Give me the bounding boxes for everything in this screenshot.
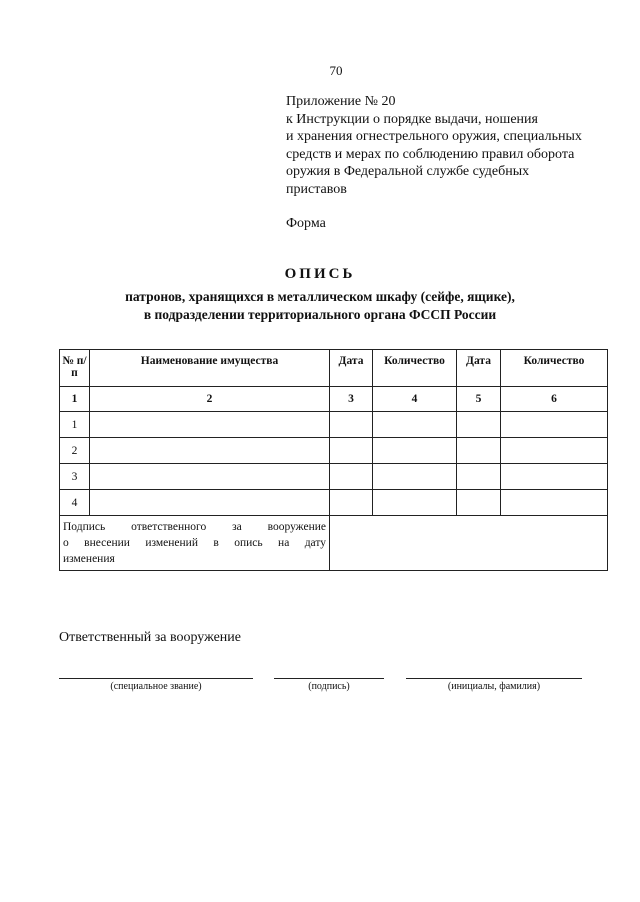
table-cell — [501, 464, 608, 490]
table-row — [60, 490, 608, 516]
table-cell — [373, 490, 457, 516]
table-cell — [457, 438, 501, 464]
table-cell — [90, 490, 330, 516]
appendix-line: и хранения огнестрельного оружия, специальных — [286, 129, 582, 144]
header-date: Дата — [330, 350, 373, 387]
signature-line — [274, 678, 384, 679]
page-number: 70 — [329, 63, 343, 78]
column-number: 5 — [457, 387, 501, 412]
table-cell — [90, 438, 330, 464]
table-row — [60, 464, 608, 490]
signature-cell — [330, 516, 608, 571]
column-number: 1 — [60, 387, 90, 412]
signature-label-line: о внесении изменений в опись на дату — [63, 537, 326, 549]
inventory-table — [59, 349, 608, 571]
header-property-name: Наименование имущества — [90, 350, 330, 387]
subtitle-line: патронов, хранящихся в металлическом шкафу (сейфе, ящике), — [125, 289, 515, 304]
table-cell — [457, 412, 501, 438]
table-cell — [330, 438, 373, 464]
row-number: 2 — [60, 438, 90, 464]
appendix-line: оружия в Федеральной службе судебных — [286, 164, 530, 179]
appendix-line: Приложение № 20 — [286, 94, 396, 109]
header-number: № п/п — [60, 350, 90, 387]
header-quantity: Количество — [501, 350, 608, 387]
name-caption: (инициалы, фамилия) — [447, 681, 541, 692]
table-cell — [373, 464, 457, 490]
header-quantity: Количество — [373, 350, 457, 387]
column-number: 2 — [90, 387, 330, 412]
table-cell — [373, 412, 457, 438]
row-number: 4 — [60, 490, 90, 516]
column-number: 4 — [373, 387, 457, 412]
signature-caption: (подпись) — [308, 681, 350, 692]
table-row — [60, 438, 608, 464]
signature-row — [60, 516, 608, 571]
column-number-row — [60, 387, 608, 412]
table-cell — [90, 412, 330, 438]
table-cell — [90, 464, 330, 490]
table-cell — [501, 438, 608, 464]
appendix-line: средств и мерах по соблюдению правил оборота — [286, 146, 575, 162]
subtitle-line: в подразделении территориального органа ФССП России — [143, 307, 497, 322]
table-cell — [501, 412, 608, 438]
table-cell — [330, 412, 373, 438]
table-cell — [330, 464, 373, 490]
table-cell — [457, 490, 501, 516]
table-row — [60, 412, 608, 438]
signature-label-line: Подпись ответственного за вооружение — [63, 521, 326, 533]
table-cell — [501, 490, 608, 516]
table-header-row — [60, 350, 608, 387]
responsible-label: Ответственный за вооружение — [59, 630, 242, 645]
signature-label-line: изменения — [63, 553, 115, 565]
row-number: 3 — [60, 464, 90, 490]
rank-caption: (специальное звание) — [110, 681, 202, 692]
table-cell — [330, 490, 373, 516]
document-title: ОПИСЬ — [284, 266, 356, 282]
rank-signature-line — [59, 678, 253, 679]
form-label: Форма — [286, 216, 326, 231]
document-subtitle — [0, 288, 640, 324]
column-number: 6 — [501, 387, 608, 412]
appendix-line: приставов — [286, 181, 347, 197]
signature-label — [60, 516, 330, 571]
column-number: 3 — [330, 387, 373, 412]
table-cell — [373, 438, 457, 464]
name-signature-line — [406, 678, 582, 679]
appendix-line: к Инструкции о порядке выдачи, ношения — [286, 111, 538, 127]
row-number: 1 — [60, 412, 90, 438]
header-date: Дата — [457, 350, 501, 387]
table-cell — [457, 464, 501, 490]
appendix-block — [286, 93, 616, 198]
